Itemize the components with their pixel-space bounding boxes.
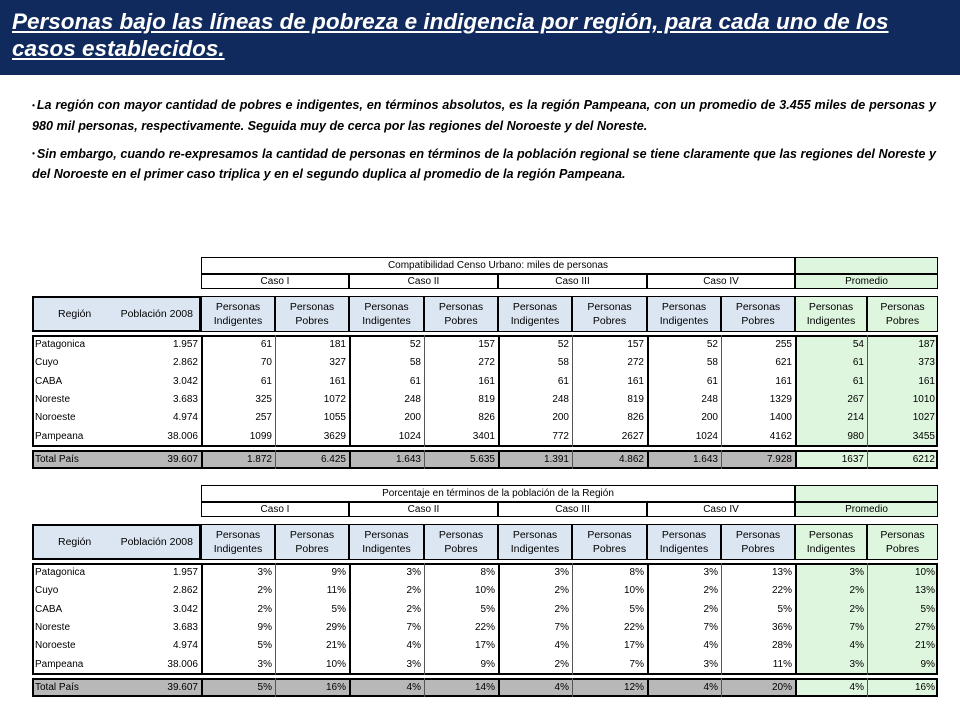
value-cell: 17% [623,640,644,652]
value-cell: 200 [701,412,718,424]
value-cell: 2% [554,585,569,597]
column-header [647,524,721,560]
total-value-cell: 1.872 [246,453,272,465]
value-cell: 161 [478,375,495,387]
value-cell: 11% [326,585,346,597]
region-pop-header [32,524,201,560]
value-cell: 181 [329,339,346,350]
value-cell: 22% [474,621,495,633]
column-header-line2: Pobres [592,315,627,327]
value-cell: 3629 [323,430,346,442]
value-cell: 272 [627,357,644,369]
case-header-promedio: Promedio [795,502,938,517]
column-header [201,524,275,560]
value-cell: 1024 [695,430,718,442]
table-row [32,582,938,600]
column-header-line2: Indigentes [510,315,560,327]
value-cell: 2% [849,585,864,597]
value-cell: 5% [629,603,644,615]
value-cell: 187 [918,339,935,350]
value-cell: 21% [914,640,935,652]
value-cell: 4.974 [172,412,198,424]
population-column-header: Población 2008 [120,308,193,320]
total-value-cell: 4% [554,681,569,693]
value-cell: 7% [406,621,421,633]
value-cell: 200 [404,412,421,424]
value-cell: 1329 [769,393,792,405]
value-cell: 38.006 [167,658,198,670]
value-cell: 2% [554,603,569,615]
total-value-cell: 5.635 [469,453,495,465]
value-cell: 2% [703,585,718,597]
value-cell: 54 [852,339,864,350]
column-header-line1: Personas [880,301,925,313]
value-cell: 157 [627,339,644,350]
case-header: Caso II [349,274,498,289]
value-cell: 61 [706,375,718,387]
total-value-cell: 6212 [912,453,935,465]
total-value-cell: 16% [325,681,346,693]
total-value-cell: 6.425 [320,453,346,465]
value-cell: 28% [771,640,792,652]
table-row [32,619,938,637]
value-cell: 2.862 [172,357,198,369]
table-row [32,336,938,354]
value-cell: 3% [257,658,272,670]
column-header-line1: Personas [364,301,409,313]
column-header-line2: Indigentes [659,315,709,327]
value-cell: 52 [409,339,421,350]
table-caption: Compatibilidad Censo Urbano: miles de personas [201,257,795,274]
value-cell: 3% [849,658,864,670]
region-cell: Noroeste [35,412,76,424]
column-header-line1: Personas [215,301,261,313]
column-header [867,524,938,560]
value-cell: 5% [331,603,346,615]
value-cell: 61 [852,375,864,387]
value-cell: 161 [775,375,792,387]
case-header: Caso I [201,502,349,517]
value-cell: 5% [480,603,495,615]
table-row [32,601,938,619]
value-cell: 58 [409,357,421,369]
value-cell: 7% [849,621,864,633]
value-cell: 4.974 [172,640,198,652]
total-value-cell: 1.643 [395,453,421,465]
value-cell: 3.042 [172,375,198,387]
value-cell: 10% [914,567,935,578]
value-cell: 9% [480,658,495,670]
value-cell: 61 [260,339,272,350]
value-cell: 2% [406,585,421,597]
column-header [721,524,795,560]
population-column-header: Población 2008 [120,536,193,548]
value-cell: 3% [703,658,718,670]
region-cell: Pampeana [35,430,84,442]
column-header-line2: Indigentes [806,315,856,327]
column-header-line2: Indigentes [213,315,263,327]
column-header-line1: Personas [438,529,484,541]
value-cell: 2% [554,658,569,670]
value-cell: 58 [557,357,569,369]
value-cell: 61 [557,375,569,387]
value-cell: 325 [255,393,272,405]
column-header [572,296,647,332]
value-cell: 5% [257,640,272,652]
value-cell: 161 [329,375,346,387]
column-header-line2: Pobres [444,315,478,327]
value-cell: 2% [257,603,272,615]
value-cell: 2% [406,603,421,615]
column-header [795,524,867,560]
value-cell: 13% [914,585,935,597]
total-value-cell: 5% [257,681,272,693]
promedio-caption-cell [795,257,938,274]
value-cell: 7% [703,621,718,633]
value-cell: 3% [406,567,421,578]
value-cell: 7% [629,658,644,670]
region-cell: Noreste [35,621,71,633]
value-cell: 373 [918,357,935,369]
value-cell: 10% [623,585,644,597]
total-value-cell: 7.928 [766,453,792,465]
region-cell: Pampeana [35,658,84,670]
value-cell: 3% [849,567,864,578]
region-cell: Cuyo [35,357,59,369]
column-header-line1: Personas [587,529,632,541]
value-cell: 11% [772,658,792,670]
value-cell: 1010 [912,393,935,405]
value-cell: 10% [325,658,346,670]
region-cell: CABA [35,375,63,387]
column-header [647,296,721,332]
column-header-line1: Personas [661,529,707,541]
value-cell: 257 [255,412,272,424]
value-cell: 17% [474,640,495,652]
value-cell: 272 [478,357,495,369]
column-header-line2: Pobres [885,543,920,555]
value-cell: 9% [920,658,935,670]
value-cell: 3.683 [172,393,198,405]
column-header [275,296,349,332]
column-header [349,524,424,560]
value-cell: 819 [478,393,495,405]
value-cell: 61 [260,375,272,387]
value-cell: 327 [329,357,346,369]
value-cell: 2% [849,603,864,615]
table-row [32,428,938,446]
value-cell: 38.006 [167,430,198,442]
column-header [424,524,498,560]
column-header-line2: Indigentes [659,543,709,555]
bullet-item [32,144,936,185]
region-cell: Noreste [35,393,71,405]
column-header-line2: Pobres [295,543,329,555]
column-header-line2: Pobres [592,543,627,555]
column-header-line2: Pobres [295,315,329,327]
column-header-line2: Indigentes [213,543,263,555]
region-cell: Noroeste [35,640,76,652]
value-cell: 8% [480,567,495,578]
value-cell: 248 [552,393,569,405]
column-header [867,296,938,332]
value-cell: 52 [706,339,718,350]
region-cell: Patagonica [35,567,86,578]
total-value-cell: 39.607 [167,681,198,693]
value-cell: 255 [775,339,792,350]
column-header-line1: Personas [808,301,854,313]
table-row [32,409,938,427]
value-cell: 3401 [472,430,495,442]
value-cell: 8% [629,567,644,578]
value-cell: 2% [257,585,272,597]
value-cell: 4% [849,640,864,652]
column-header-line1: Personas [364,529,409,541]
value-cell: 22% [623,621,644,633]
column-header-line1: Personas [289,301,335,313]
column-header [275,524,349,560]
region-cell: Cuyo [35,585,59,597]
total-value-cell: 1.643 [692,453,718,465]
value-cell: 819 [627,393,644,405]
column-header [498,296,572,332]
page-title: Personas bajo las líneas de pobreza e indigencia por región, para cada uno de los casos establecidos. [12,9,889,61]
value-cell: 61 [409,375,421,387]
total-value-cell: 20% [771,681,792,693]
value-cell: 4162 [769,430,792,442]
total-value-cell: 14% [474,681,495,693]
total-value-cell: 4% [849,681,864,693]
column-header-line2: Indigentes [510,543,560,555]
bullet-text: Sin embargo, cuando re-expresamos la cantidad de personas en términos de la población regional se tiene claramente que las regiones del Noreste y del Noroeste en el primer caso triplica y en el segundo duplica al promedio de la región Pampeana. [32,146,936,182]
table-row [32,354,938,372]
table-caption: Porcentaje en términos de la población de la Región [201,485,795,502]
column-header [795,296,867,332]
value-cell: 36% [771,621,792,633]
value-cell: 267 [847,393,864,405]
value-cell: 4% [703,640,718,652]
value-cell: 1099 [249,430,272,442]
value-cell: 5% [777,603,792,615]
value-cell: 1.957 [172,339,198,350]
total-row [32,451,938,469]
region-pop-header [32,296,201,332]
table-row [32,391,938,409]
value-cell: 161 [627,375,644,387]
value-cell: 52 [557,339,569,350]
case-header: Caso II [349,502,498,517]
case-header: Caso III [498,274,647,289]
total-value-cell: 1.391 [543,453,569,465]
column-header-line2: Pobres [741,543,775,555]
value-cell: 1024 [398,430,421,442]
bullet-icon: • [32,100,35,110]
column-header-line1: Personas [438,301,484,313]
column-header-line2: Pobres [444,543,478,555]
value-cell: 27% [914,621,935,633]
value-cell: 9% [331,567,346,578]
value-cell: 10% [474,585,495,597]
value-cell: 1072 [323,393,346,405]
value-cell: 1.957 [172,567,198,578]
table-row [32,656,938,674]
total-value-cell: 39.607 [167,453,198,465]
value-cell: 3.683 [172,621,198,633]
value-cell: 3% [554,567,569,578]
value-cell: 13% [771,567,792,578]
total-value-cell: 4% [406,681,421,693]
total-label: Total País [35,453,79,465]
value-cell: 2627 [621,430,644,442]
column-header-line1: Personas [512,529,558,541]
total-label: Total País [35,681,79,693]
case-header: Caso III [498,502,647,517]
total-value-cell: 1637 [841,453,864,465]
promedio-caption-cell [795,485,938,502]
total-value-cell: 16% [914,681,935,693]
region-column-header: Región [58,536,92,548]
bullet-list [32,95,936,192]
column-header [572,524,647,560]
value-cell: 621 [775,357,792,369]
value-cell: 2% [703,603,718,615]
column-header-line1: Personas [587,301,632,313]
value-cell: 7% [554,621,569,633]
value-cell: 3% [257,567,272,578]
region-cell: Patagonica [35,339,86,350]
column-header-line2: Pobres [885,315,920,327]
column-header-line1: Personas [880,529,925,541]
column-header-line2: Indigentes [362,543,411,555]
column-header-line1: Personas [215,529,261,541]
column-header-line1: Personas [808,529,854,541]
total-row [32,679,938,697]
column-header-line2: Indigentes [362,315,411,327]
total-value-cell: 12% [623,681,644,693]
value-cell: 58 [706,357,718,369]
value-cell: 3.042 [172,603,198,615]
value-cell: 214 [847,412,864,424]
region-cell: CABA [35,603,63,615]
value-cell: 248 [701,393,718,405]
column-header-line1: Personas [289,529,335,541]
table-row [32,373,938,391]
bullet-text: La región con mayor cantidad de pobres e indigentes, en términos absolutos, es la región Pampeana, con un promedio de 3.455 miles de personas y 980 mil personas, respectivamente. Seguida muy de cerca por las regiones del Noroeste y del Noreste. [32,98,936,133]
value-cell: 200 [552,412,569,424]
value-cell: 29% [325,621,346,633]
region-column-header: Región [58,308,92,320]
case-header: Caso IV [647,274,795,289]
table-row [32,637,938,655]
case-header: Caso IV [647,502,795,517]
value-cell: 1400 [769,412,792,424]
value-cell: 61 [852,357,864,369]
case-header: Caso I [201,274,349,289]
value-cell: 21% [325,640,346,652]
value-cell: 1055 [323,412,346,424]
value-cell: 4% [554,640,569,652]
bullet-item [32,95,936,136]
value-cell: 826 [627,412,644,424]
value-cell: 157 [478,339,495,350]
bullet-icon: • [32,149,35,159]
value-cell: 22% [771,585,792,597]
value-cell: 826 [478,412,495,424]
value-cell: 248 [404,393,421,405]
value-cell: 980 [847,430,864,442]
total-value-cell: 4% [703,681,718,693]
value-cell: 3455 [912,430,935,442]
value-cell: 5% [920,603,935,615]
column-header-line1: Personas [512,301,558,313]
column-header-line1: Personas [735,301,781,313]
value-cell: 9% [257,621,272,633]
column-header [349,296,424,332]
title-bar [0,0,960,75]
value-cell: 70 [260,357,272,369]
column-header [424,296,498,332]
table-row [32,564,938,582]
value-cell: 3% [406,658,421,670]
value-cell: 2.862 [172,585,198,597]
value-cell: 3% [703,567,718,578]
column-header [498,524,572,560]
value-cell: 1027 [912,412,935,424]
total-value-cell: 4.862 [618,453,644,465]
column-header-line1: Personas [735,529,781,541]
column-header [201,296,275,332]
value-cell: 161 [918,375,935,387]
value-cell: 4% [406,640,421,652]
value-cell: 772 [552,430,569,442]
case-header-promedio: Promedio [795,274,938,289]
column-header-line1: Personas [661,301,707,313]
column-header-line2: Pobres [741,315,775,327]
column-header-line2: Indigentes [806,543,856,555]
column-header [721,296,795,332]
